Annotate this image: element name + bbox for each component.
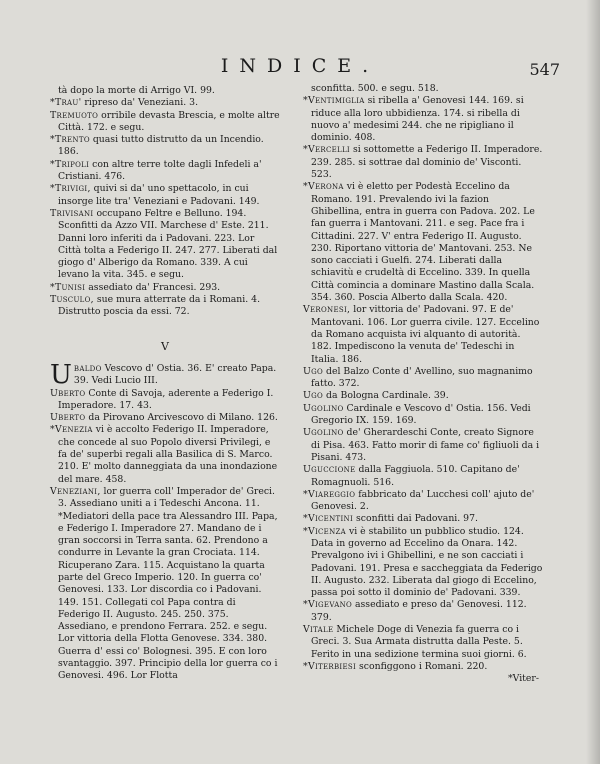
index-entry: [303, 83, 543, 95]
entry-text: sconfitti dai Padovani. 97.: [353, 513, 478, 525]
index-entry: [303, 599, 543, 624]
entry-text: quivi si da' uno spettacolo, in cui insorge lite tra' Veneziani e Padovani. 149.: [58, 183, 260, 207]
entry-text: con altre terre tolte dagli Infedeli a' Cristiani. 476.: [58, 158, 262, 183]
index-entry: [303, 390, 543, 402]
index-entry: [50, 412, 280, 424]
entry-text: si sottomette a Federigo II. Imperadore. 239. 285. si sottrae dal dominio de' Visconti. 523.: [311, 144, 543, 181]
entry-text: orribile devasta Brescia, e molte altre Città. 172. e segu.: [58, 109, 280, 133]
drop-cap: U: [50, 359, 72, 390]
index-entry: [50, 359, 280, 390]
entry-headword: Ugolino: [303, 427, 344, 439]
index-entry: [50, 97, 280, 109]
entry-text: dalla Faggiuola. 510. Capitano de' Romagnuoli. 516.: [311, 464, 520, 488]
index-entry: [303, 181, 543, 304]
index-entry: [303, 427, 543, 464]
right-column-entries: [303, 83, 543, 673]
entry-headword: *Viterbiesi: [303, 660, 357, 672]
right-column: [303, 83, 543, 686]
page-title: INDICE.: [220, 55, 380, 77]
entry-text: occupano Feltre e Belluno. 194. Sconfitti da Azzo VII. Marchese d' Este. 211. Danni loro inferiti da i Padovani. 223. Lor Città tolta a Federigo II. 247. 277. Liberati dal giogo d' Alberigo da Romano. 339. A cui levano la vita. 345. e segu.: [58, 207, 278, 281]
entry-headword: *Venezia: [50, 424, 93, 436]
index-entry: [303, 304, 543, 365]
entry-headword: Vitale: [303, 624, 334, 636]
index-entry: [303, 403, 543, 428]
entry-text: da Pirovano Arcivescovo di Milano. 126.: [85, 412, 278, 424]
index-entry: [50, 208, 280, 282]
entry-headword: *Vicenza: [303, 525, 347, 537]
index-entry: [50, 388, 280, 413]
index-entry: [50, 85, 280, 97]
entry-text: Cardinale e Vescovo d' Ostia. 156. Vedi Gregorio IX. 159. 169.: [311, 402, 531, 427]
entry-text: fabbricato da' Lucchesi coll' ajuto de' Genovesi. 2.: [311, 488, 535, 513]
entry-headword: Veneziani,: [50, 485, 101, 497]
entry-text: vi è eletto per Podestà Eccelino da Romano. 191. Prevalendo ivi la fazion Ghibellina, entra in guerra con Padova. 202. Le fan guerra i Mantovani. 211. e seg. Pace fra i Cittadini. 227. V' entra Federigo II. Augusto. 230. Riportano vittoria de' Mantovani. 253. Ne sono cacciati i Guelfi. 274. Liberati dalla schiavitù e crudeltà di Eccelino. 339. In quella Città comincia a dominare Mastino dalla Scala. 354. 360. Poscia Alberto dalla Scala. 420.: [311, 181, 535, 304]
page-number: 547: [529, 60, 560, 79]
catchword: *Viter-: [508, 673, 539, 685]
entry-headword: Ugo: [303, 390, 324, 402]
left-column-entries: [50, 85, 280, 319]
index-entry: [50, 294, 280, 319]
entry-headword: Uguccione: [303, 464, 356, 476]
entry-text: del Balzo Conte d' Avellino, suo magnanimo fatto. 372.: [311, 365, 533, 390]
entry-text: da Bologna Cardinale. 39.: [323, 390, 449, 402]
entry-headword: Tusculo,: [50, 294, 94, 306]
entry-text: tà dopo la morte di Arrigo VI. 99.: [58, 85, 215, 96]
entry-text: assediato da' Francesi. 293.: [85, 281, 221, 293]
entry-text: assediato e preso da' Genovesi. 112. 379.: [311, 599, 527, 623]
entry-text: lor vittoria de' Padovani. 97. E de' Mantovani. 106. Lor guerra civile. 127. Eccelino da Romano acquista ivi alquanto di autorità. 182. Impediscono la venuta de' Tedeschi in Italia. 186.: [311, 304, 540, 365]
entry-text: Vescovo d' Ostia. 36. E' creato Papa. 39. Vedi Lucio III.: [73, 362, 277, 387]
page-edge-shadow: [586, 0, 600, 764]
section-letter-v: V: [161, 339, 169, 353]
entry-text: de' Gherardeschi Conte, creato Signore di Pisa. 463. Fatto morir di fame co' figliuoli da i Pisani. 473.: [311, 427, 540, 463]
entry-headword: *Vigevano: [303, 599, 353, 611]
entry-headword: Ugo: [303, 365, 324, 377]
entry-text: sconfiggono i Romani. 220.: [356, 660, 488, 672]
index-entry: [303, 489, 543, 514]
index-entry: [303, 144, 543, 181]
entry-text: ripreso da' Veneziani. 3.: [81, 97, 199, 109]
entry-headword: baldo: [73, 362, 102, 374]
index-entry: [303, 95, 543, 144]
entry-headword: *Vercelli: [303, 144, 350, 156]
index-entry: [303, 624, 543, 661]
entry-text: quasi tutto distrutto da un Incendio. 186.: [58, 134, 264, 158]
entry-headword: Trivisani: [50, 207, 94, 219]
entry-text: si ribella a' Genovesi 144. 169. si riduce alla loro ubbidienza. 174. si ribella di nuovo a' medesimi 244. che ne ripigliano il dominio. 408.: [311, 95, 524, 144]
entry-headword: *Trivigi,: [50, 183, 91, 195]
entry-headword: Veronesi,: [303, 304, 351, 316]
index-entry: [50, 424, 280, 485]
entry-headword: *Verona: [303, 181, 344, 193]
entry-headword: *Trento: [50, 134, 90, 146]
index-entry: [303, 661, 543, 673]
entry-headword: Tremuoto: [50, 109, 99, 121]
entry-headword: *Tunisi: [50, 281, 86, 293]
entry-headword: *Ventimiglia: [303, 95, 365, 107]
index-entry: [50, 282, 280, 294]
entry-headword: Ugolino: [303, 402, 344, 414]
entry-text: sue mura atterrate da i Romani. 4. Distrutto poscia da essi. 72.: [58, 294, 261, 318]
index-entry: [50, 183, 280, 208]
entry-text: vi è accolto Federigo II. Imperadore, che concede al suo Popolo diversi Privilegi, e fa de' superbi regali alla Basilica di S. Marco. 210. E' molto danneggiata da una inondazione del mare. 458.: [58, 424, 278, 485]
v-section-entries: [50, 359, 280, 683]
entry-text: lor guerra coll' Imperador de' Greci. 3. Assediano uniti a i Tedeschi Ancona. 11. *Mediatori della pace tra Alessandro III. Papa, e Federigo I. Imperadore 27. Mandano de i gran soccorsi in Terra santa. 62. Prendono a condurre in Levante la gran Crociata. 114. Ricuperano Zara. 115. Acquistano la quarta parte del Greco Imperio. 120. In guerra co' Genovesi. 133. Lor discordia co i Padovani. 149. 151. Collegati col Papa contra di Federigo II. Augusto. 245. 250. 375. Assediano, e prendono Ferrara. 252. e segu. Lor vittoria della Flotta Genovese. 334. 380. Guerra d' essi co' Bolognesi. 395. E con loro svantaggio. 397. Principio della lor guerra co i Genovesi. 496. Lor Flotta: [58, 485, 278, 682]
entry-headword: *Tripoli: [50, 158, 90, 170]
entry-headword: *Trau': [50, 97, 82, 109]
index-entry: [303, 513, 543, 525]
index-entry: [50, 159, 280, 184]
index-entry: [303, 464, 543, 489]
index-entry: [50, 486, 280, 683]
entry-text: Conte di Savoja, aderente a Federigo I. Imperadore. 17. 43.: [58, 387, 274, 411]
entry-headword: *Viareggio: [303, 488, 356, 500]
entry-headword: Uberto: [50, 412, 86, 424]
entry-text: sconfitta. 500. e segu. 518.: [311, 83, 439, 94]
entry-text: vi è stabilito un pubblico studio. 124. Data in governo ad Eccelino da Onara. 142. Prevalgono ivi i Ghibellini, e ne son cacciati i Padovani. 191. Presa e saccheggiata da Federigo II. Augusto. 232. Liberata dal giogo di Eccelino, passa poi sotto il dominio de' Padovani. 339.: [311, 525, 543, 599]
index-entry: [50, 134, 280, 159]
entry-headword: Uberto: [50, 387, 86, 399]
index-entry: [303, 526, 543, 600]
entry-headword: *Vicentini: [303, 513, 354, 525]
entry-text: Michele Doge di Venezia fa guerra co i Greci. 3. Sua Armata distrutta dalla Peste. 5. Ferito in una sedizione termina suoi giorni. 6.: [311, 624, 527, 660]
left-column: [50, 85, 280, 683]
index-entry: [50, 110, 280, 135]
index-entry: [303, 366, 543, 391]
